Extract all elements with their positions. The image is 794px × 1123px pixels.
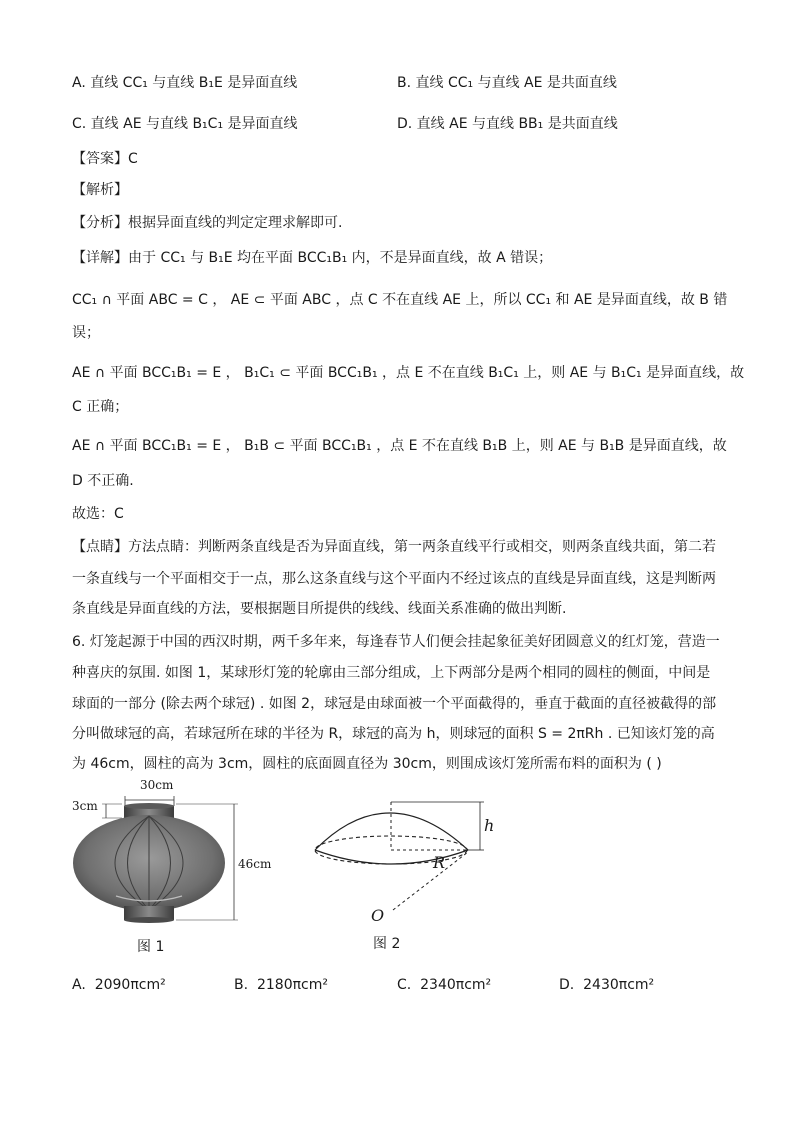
label-30cm: 30cm [140,778,174,792]
q6-line-4: 分叫做球冠的高，若球冠所在球的半径为 R，球冠的高为 h，则球冠的面积 S = 2πRh . 已知该灯笼的高 [72,726,715,742]
label-h: h [484,816,495,835]
q6-line-5: 为 46cm，圆柱的高为 3cm，圆柱的底面圆直径为 30cm，则围成该灯笼所需布料的面积为 ( ) [72,756,662,772]
detail-line-7: D 不正确. [72,473,134,489]
analysis-heading: 【解析】 [72,182,128,198]
detail-line-1: 【详解】由于 CC₁ 与 B₁E 均在平面 BCC₁B₁ 内，不是异面直线，故 A 错误； [72,250,553,266]
choice-c: C. 2340πcm² [397,977,492,993]
label-3cm: 3cm [72,799,98,813]
option-a-prev: A. 直线 CC₁ 与直线 B₁E 是异面直线 [72,75,298,91]
detail-line-2: CC₁ ∩ 平面 ABC = C ， AE ⊂ 平面 ABC ，点 C 不在直线 AE 上，所以 CC₁ 和 AE 是异面直线，故 B 错 [72,292,728,308]
choice-c-value: 2340πcm² [420,977,492,993]
q6-line-2: 种喜庆的氛围. 如图 1，某球形灯笼的轮廓由三部分组成，上下两部分是两个相同的圆柱的侧面，中间是 [72,665,711,681]
dianjing-line-2: 一条直线与一个平面相交于一点，那么这条直线与这个平面内不经过该点的直线是异面直线，这是判断两 [72,571,716,587]
choice-d: D. 2430πcm² [559,977,655,993]
choice-d-value: 2430πcm² [583,977,655,993]
spherical-cap-figure [308,796,508,926]
label-O: O [371,906,385,925]
dianjing-line-1: 【点睛】方法点睛：判断两条直线是否为异面直线，第一两条直线平行或相交，则两条直线共面，第二若 [72,539,716,555]
detail-line-8: 故选：C [72,506,124,522]
figure2-caption: 图 2 [373,936,401,952]
dianjing-line-3: 条直线是异面直线的方法，要根据题目所提供的线线、线面关系准确的做出判断. [72,601,567,617]
choice-b: B. 2180πcm² [234,977,328,993]
detail-line-4: AE ∩ 平面 BCC₁B₁ = E ， B₁C₁ ⊂ 平面 BCC₁B₁ ，点 E 不在直线 B₁C₁ 上，则 AE 与 B₁C₁ 是异面直线，故 [72,365,745,381]
option-d-prev: D. 直线 AE 与直线 BB₁ 是共面直线 [397,116,618,132]
detail-line-3: 误； [72,325,100,341]
label-46cm: 46cm [238,857,272,871]
detail-line-6: AE ∩ 平面 BCC₁B₁ = E ， B₁B ⊂ 平面 BCC₁B₁ ，点 E 不在直线 B₁B 上，则 AE 与 B₁B 是异面直线，故 [72,438,727,454]
choice-b-value: 2180πcm² [256,977,328,993]
option-c-prev: C. 直线 AE 与直线 B₁C₁ 是异面直线 [72,116,298,132]
choice-a: A. 2090πcm² [72,977,166,993]
option-b-prev: B. 直线 CC₁ 与直线 AE 是共面直线 [397,75,617,91]
figure1-caption: 图 1 [137,939,165,955]
fenxi-line: 【分析】根据异面直线的判定定理求解即可. [72,215,343,231]
q6-line-1: 6. 灯笼起源于中国的西汉时期，两千多年来，每逢春节人们便会挂起象征美好团圆意义的红灯笼，营造一 [72,634,720,650]
lantern-figure [66,778,286,928]
choice-a-value: 2090πcm² [94,977,166,993]
q6-line-3: 球面的一部分 (除去两个球冠) . 如图 2，球冠是由球面被一个平面截得的，垂直于截面的直径被截得的部 [72,696,717,712]
label-R: R [433,853,446,872]
detail-line-5: C 正确； [72,399,129,415]
answer-line: 【答案】C [72,151,138,167]
